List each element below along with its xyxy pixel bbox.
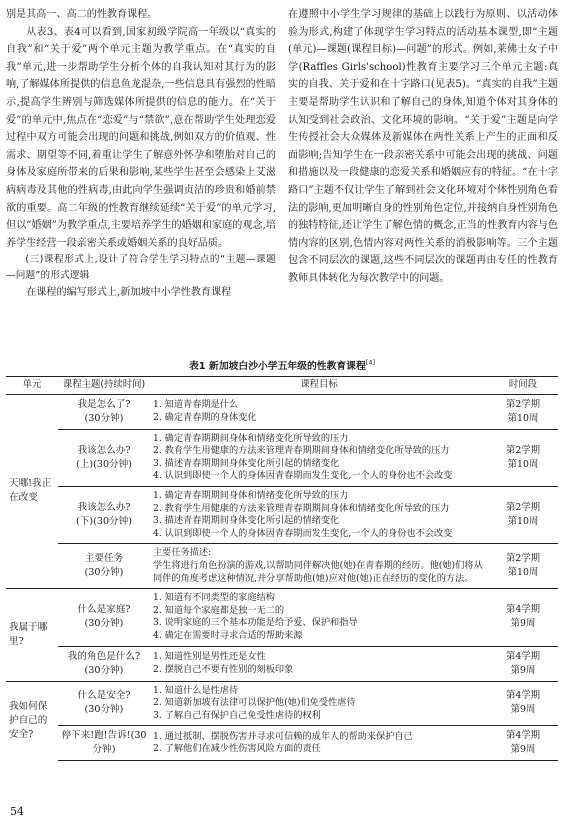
goals-cell (150, 544, 488, 589)
goal-item: 3. 了解自己有保护自己免受性虐待的权利 (153, 709, 321, 721)
goal-item: 2. 知道每个家庭都是独一无二的 (153, 604, 285, 616)
time-cell (488, 646, 558, 681)
table-row (6, 394, 558, 429)
time-cell (488, 589, 558, 646)
goal-item: 4. 认识到即使一个人的身体因青春期而发生变化,一个人的身份也不会改变 (153, 527, 453, 539)
table-caption-ref: [4] (365, 358, 375, 367)
table-header-row (6, 377, 558, 395)
topic-duration: (30分钟) (84, 567, 124, 579)
week-label: 第10周 (507, 516, 539, 528)
table-caption (0, 358, 564, 372)
term-label: 第4学期 (505, 730, 541, 742)
topic-title: 主要任务 (84, 553, 124, 565)
paragraph: 在课程的编写形式上,新加坡中小学性教育课程 (26, 287, 232, 299)
week-label: 第9周 (510, 618, 536, 630)
goal-item: 2. 教育学生用健康的方法来管理青春期期间身体和情绪变化所导致的压力 (153, 502, 450, 514)
goal-item: 3. 说明家庭的三个基本功能是给予爱、保护和指导 (153, 617, 358, 629)
goal-item: 4. 确定在需要时寻求合适的帮助来源 (153, 629, 303, 641)
time-cell (488, 429, 558, 486)
topic-title: 我该怎么办? (77, 502, 131, 514)
table-body (6, 394, 558, 761)
goal-item: 2. 确定青春期的身体变化 (153, 411, 257, 423)
time-cell (488, 726, 558, 761)
goal-item: 1. 通过抵制、摆脱伤害并寻求可信赖的成年人的帮助来保护自己 (153, 730, 413, 742)
goals-cell (150, 646, 488, 681)
week-label: 第10周 (507, 412, 539, 424)
topic-cell (58, 646, 150, 681)
time-cell (488, 544, 558, 589)
topic-duration: (30分钟) (84, 618, 124, 630)
goals-cell (150, 394, 488, 429)
goal-item: 2. 知道新加坡有法律可以保护他(她)们免受性虐待 (153, 697, 356, 709)
time-cell (488, 394, 558, 429)
table-row (6, 544, 558, 589)
goal-item: 1. 确定青春期期间身体和情绪变化所导致的压力 (153, 489, 349, 501)
goals-cell (150, 589, 488, 646)
topic-duration: (30分钟) (84, 704, 124, 716)
page-number: 54 (10, 805, 24, 818)
term-label: 第4学期 (505, 650, 541, 662)
week-label: 第9周 (510, 664, 536, 676)
term-label: 第2学期 (505, 444, 541, 456)
topic-title: 我的角色是什么?(30分钟) (67, 650, 141, 676)
goals-cell (150, 429, 488, 486)
paragraph: 别是其高一、高二的性教育课程。 (6, 9, 158, 20)
term-label: 第2学期 (505, 398, 541, 410)
table-row (6, 681, 558, 726)
goals-cell (150, 681, 488, 726)
topic-cell (58, 544, 150, 589)
topic-title: 什么是安全? (77, 690, 131, 702)
topic-title: 我是怎么了? (77, 398, 131, 410)
table-caption-text: 表1 新加坡白沙小学五年级的性教育课程 (189, 361, 366, 372)
topic-cell (58, 394, 150, 429)
goal-item: 2. 摆脱自己不要有性别的刻板印象 (153, 663, 294, 675)
time-cell (488, 486, 558, 543)
goal-item: 2. 教育学生用健康的方法来管理青春期期间身体和情绪变化所导致的压力 (153, 445, 450, 457)
goal-item: 1. 确定青春期期间身体和情绪变化所导致的压力 (153, 432, 349, 444)
goal-item: 1. 知道性别是男性还是女性 (153, 650, 266, 662)
topic-cell (58, 486, 150, 543)
topic-title: 我该怎么办? (77, 444, 131, 456)
right-column (288, 6, 558, 302)
goal-item: 3. 描述青春期期间身体变化所引起的情绪变化 (153, 457, 340, 469)
topic-cell (58, 681, 150, 726)
column-header: 单元 (6, 377, 58, 395)
paragraph: 从表3、表4可以看到,国家初级学院高一年级以“真实的自我”和“关于爱”两个单元主题为教学重点。在“真实的自我”单元,进一步帮助学生分析个体的自我认知对其行为的影响,了解媒体所提供的信息鱼龙混杂,一些信息具有强烈的性暗示,提高学生辨别与筛选媒体所提供的信息的能力。在“关于爱”的单元中,焦点在“恋爱”与“禁欲”,意在帮助学生处理恋爱过程中双方可能会出现的问题和挑战,例如双方的价值观、性需求、期望等不同,着重让学生了解意外怀孕和堕胎对自己的身体及家庭所带来的后果和影响,某些学生甚至会感染上艾滋病病毒及其他的性病毒,由此向学生强调贞洁的珍贵和婚前禁欲的重要。高二年级的性教育继续延续“关于爱”的单元学习,但以“婚姻”为教学重点,主要培养学生的婚姻和家庭的观念,培养学生经营一段亲密关系或婚姻关系的良好品质。 (6, 26, 276, 249)
table-row (6, 429, 558, 486)
topic-duration: (30分钟) (84, 412, 124, 424)
column-header: 课程主题(持续时间) (58, 377, 150, 395)
topic-cell (58, 726, 150, 761)
term-label: 第4学期 (505, 690, 541, 702)
table-row (6, 486, 558, 543)
topic-cell (58, 429, 150, 486)
term-label: 第2学期 (505, 502, 541, 514)
goal-item: 1. 知道有不同类型的家庭结构 (153, 592, 275, 604)
topic-cell (58, 589, 150, 646)
goal-item: 2. 了解他们在减少性伤害风险方面的责任 (153, 743, 321, 755)
goal-item: 4. 认识到即使一个人的身体因青春期而发生变化,一个人的身份也不会改变 (153, 470, 453, 482)
column-header: 时间段 (488, 377, 558, 395)
left-column (6, 6, 276, 302)
goals-cell (150, 486, 488, 543)
topic-duration: (上)(30分钟) (76, 458, 132, 470)
goal-item: 3. 描述青春期期间身体变化所引起的情绪变化 (153, 515, 340, 527)
week-label: 第9周 (510, 744, 536, 756)
time-cell (488, 681, 558, 726)
unit-cell: 我如何保护自己的安全? (6, 681, 58, 761)
topic-title: 停下来!跑!告诉!(30分钟) (61, 730, 147, 756)
table-row (6, 646, 558, 681)
goal-item: 1. 知道青春期是什么 (153, 399, 239, 410)
week-label: 第10周 (507, 567, 539, 579)
body-text (6, 6, 558, 302)
table-row (6, 589, 558, 646)
term-label: 第2学期 (505, 553, 541, 565)
unit-cell: 天哪!我正在改变 (6, 394, 58, 589)
goal-item: 学生将进行角色扮演的游戏,以帮助同伴解决他(她)在青春期的经历。他(她)们将从同伴的角度考虑这种情况,并分享帮助他(她)应对他(她)正在经历的变化的方法。 (153, 559, 483, 584)
week-label: 第10周 (507, 458, 539, 470)
task-title: 主要任务描述: (153, 547, 212, 559)
section-heading: (三)课程形式上,设计了符合学生学习特点的“主题—课题—问题”的形式逻辑 (6, 254, 276, 282)
table-row (6, 726, 558, 761)
goals-cell (150, 726, 488, 761)
curriculum-table (6, 376, 558, 761)
week-label: 第9周 (510, 704, 536, 716)
column-header: 课程目标 (150, 377, 488, 395)
goal-item: 1. 知道什么是性虐待 (153, 684, 239, 696)
topic-duration: (下)(30分钟) (76, 516, 132, 528)
term-label: 第4学期 (505, 604, 541, 616)
unit-cell: 我属于哪里? (6, 589, 58, 681)
topic-title: 什么是家庭? (77, 604, 131, 616)
paragraph: 在遵照中小学生学习规律的基础上以践行为原则、以活动体验为形式,构建了体现学生学习特点的活动基本课型,即“主题(单元)—课题(课程目标)—问题”的形式。例如,莱佛士女子中学(Raffles Girls'school)性教育主要学习三个单元主题:真实的自我、关于爱和在十字路口(见表5)。“真实的自我”主题主要是帮助学生认识和了解自己的身体,知道个体对其身体的认知受到社会政治、文化环境的影响。“关于爱”主题是向学生传授社会大众媒体及新媒体在两性关系上产生的正面和反面影响;告知学生在一段亲密关系中可能会出现的挑战、问题和措施以及一段健康的恋爱关系和婚姻应有的特征。“在十字路口”主题不仅让学生了解到社会文化环境对个体性别角色看法的影响,更加明晰自身的性别角色定位,并接纳自身性别角色的独特特征,还让学生了解色情的概念,正当的性教育内容与色情内容的区别,色情内容对两性关系的消极影响等。三个主题包含不同层次的课题,这些不同层次的课题再由专任的性教育教师具体转化为每次教学中的问题。 (288, 9, 558, 284)
